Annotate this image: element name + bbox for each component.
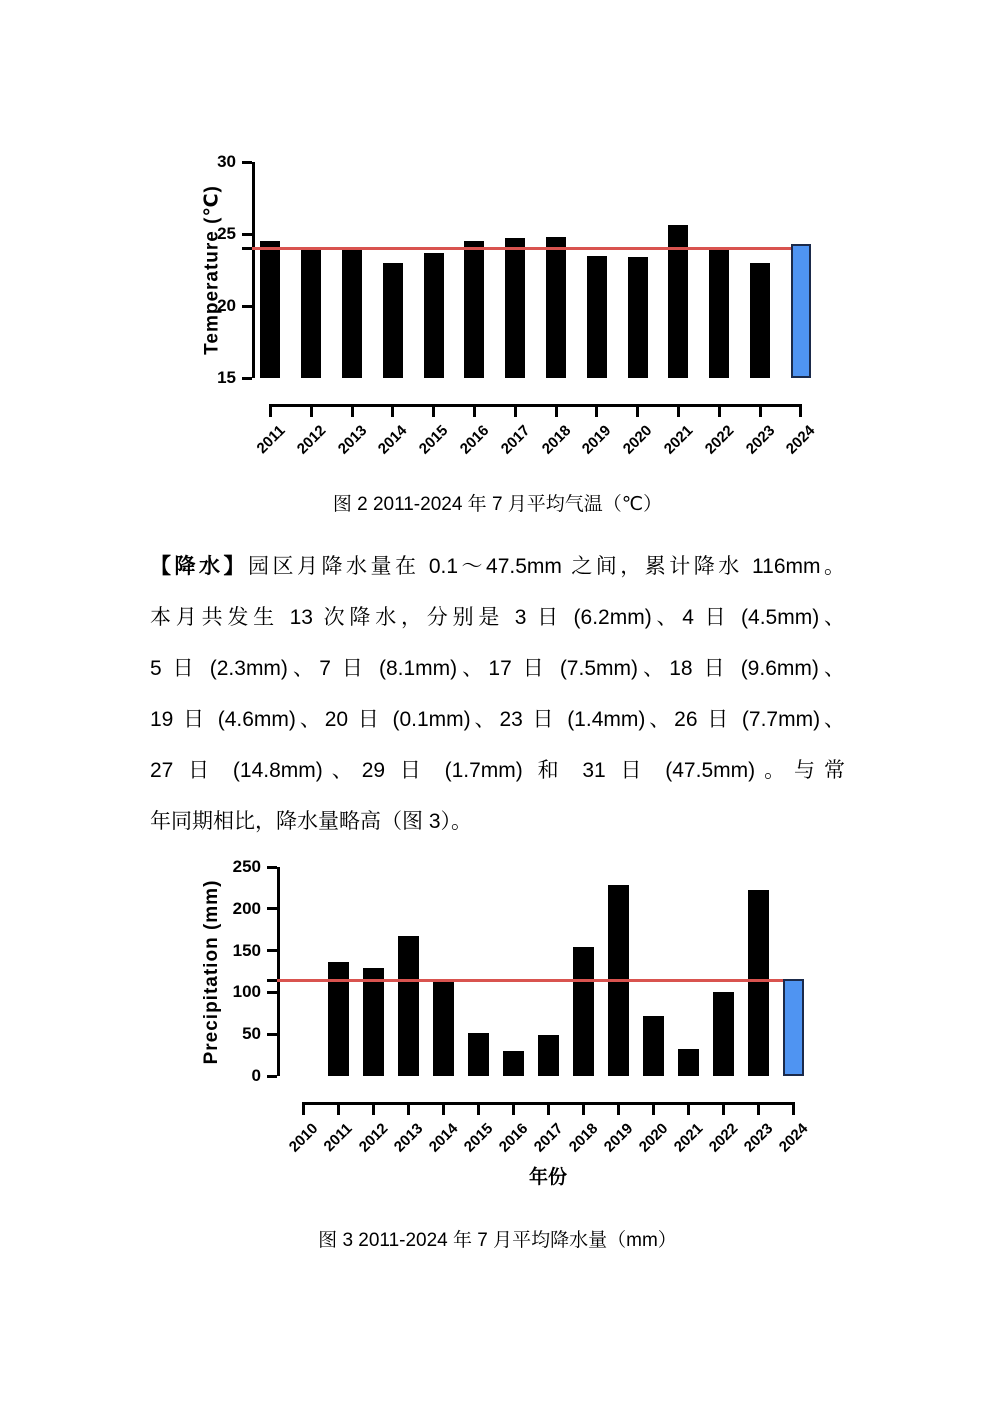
- x-tick: [477, 1102, 480, 1115]
- paragraph-line-3: 5 日 (2.3mm)、7 日 (8.1mm)、17 日 (7.5mm)、18 日 (9.6mm)、: [150, 657, 845, 680]
- bar-2015: [468, 1033, 489, 1076]
- y-tick: [267, 991, 277, 994]
- bar-2016: [503, 1051, 524, 1076]
- y-axis-label-text: Temperature (℃): [201, 185, 223, 355]
- y-tick: [267, 866, 277, 869]
- x-axis-title: 年份: [528, 1167, 567, 1188]
- x-tick: [617, 1102, 620, 1115]
- x-tick: [407, 1102, 410, 1115]
- x-tick: [512, 1102, 515, 1115]
- x-tick: [310, 404, 313, 417]
- bar-2017: [505, 238, 525, 378]
- bar-2023: [748, 890, 769, 1076]
- x-tick: [792, 1102, 795, 1115]
- y-tick: [267, 1075, 277, 1078]
- x-tick-label-text: 2024: [783, 422, 819, 458]
- bar-2017: [538, 1035, 559, 1076]
- y-tick: [267, 907, 277, 910]
- y-tick-label: 30: [217, 152, 236, 171]
- y-axis-line: [252, 162, 255, 378]
- figure-2-caption: 图 2 2011-2024 年 7 月平均气温（℃）: [332, 494, 663, 515]
- paragraph-line-5: 27 日 (14.8mm)、29 日 (1.7mm) 和 31 日 (47.5mm)。与常: [150, 759, 845, 782]
- figure-3-precipitation-chart: [170, 847, 870, 1202]
- figure-2-temperature-chart: [170, 130, 870, 475]
- bar-2024: [783, 979, 804, 1076]
- x-tick-label-text: 2012: [293, 422, 330, 458]
- y-axis-line: [277, 867, 280, 1076]
- x-tick-label-text: 2014: [375, 422, 411, 458]
- x-tick-label-text: 2023: [742, 422, 779, 458]
- x-tick-label-text: 2013: [390, 1120, 427, 1156]
- y-tick-label: 15: [217, 368, 236, 387]
- x-tick-label-text: 2016: [456, 422, 493, 458]
- reference-line: [277, 979, 802, 982]
- x-tick-label-text: 2024: [775, 1120, 812, 1156]
- x-tick-label-text: 2021: [660, 422, 697, 458]
- bar-2014: [383, 263, 403, 378]
- x-tick: [514, 404, 517, 417]
- x-tick-label-text: 2014: [425, 1120, 462, 1156]
- x-tick: [302, 1102, 305, 1115]
- bar-2016: [464, 241, 484, 378]
- x-tick: [757, 1102, 760, 1115]
- y-tick-label: 0: [251, 1066, 261, 1085]
- bar-2022: [713, 992, 734, 1076]
- x-tick: [582, 1102, 585, 1115]
- y-tick-reference: [242, 247, 252, 250]
- x-tick: [759, 404, 762, 417]
- x-tick: [337, 1102, 340, 1115]
- bar-2014: [433, 981, 454, 1076]
- y-tick-reference: [267, 979, 277, 982]
- bar-2012: [363, 968, 384, 1076]
- bar-2015: [424, 253, 444, 378]
- x-tick-label-text: 2020: [635, 1120, 672, 1156]
- x-tick: [799, 404, 802, 417]
- paragraph-line-1-text: 园区月降水量在 0.1～47.5mm 之间，累计降水 116mm。: [248, 555, 845, 578]
- bar-2024: [791, 244, 811, 378]
- y-axis-label-text: Precipitation (mm): [201, 879, 222, 1064]
- y-tick: [267, 1033, 277, 1036]
- bar-2018: [546, 237, 566, 378]
- x-tick-label-text: 2017: [497, 422, 534, 458]
- y-tick-label: 25: [217, 224, 236, 243]
- bar-2021: [678, 1049, 699, 1076]
- y-tick: [267, 949, 277, 952]
- y-tick-label: 100: [232, 982, 261, 1002]
- x-tick-label-text: 2017: [530, 1120, 567, 1156]
- x-tick-label-text: 2016: [495, 1120, 532, 1156]
- bar-2011: [260, 241, 280, 378]
- x-tick-label-text: 2011: [253, 422, 289, 458]
- x-tick: [432, 404, 435, 417]
- y-tick: [242, 161, 252, 164]
- bar-2023: [750, 263, 770, 378]
- bar-2019: [587, 256, 607, 378]
- y-tick: [242, 233, 252, 236]
- paragraph-line-6: 年同期相比，降水量略高（图 3）。: [150, 810, 473, 833]
- x-tick: [372, 1102, 375, 1115]
- bar-2020: [628, 257, 648, 378]
- x-tick-label-text: 2011: [320, 1120, 357, 1156]
- reference-line: [252, 247, 810, 250]
- y-tick: [242, 305, 252, 308]
- x-tick-label-text: 2015: [460, 1120, 497, 1156]
- x-tick-label-text: 2020: [619, 422, 656, 458]
- x-tick: [547, 1102, 550, 1115]
- x-tick: [652, 1102, 655, 1115]
- x-tick: [722, 1102, 725, 1115]
- x-tick-label-text: 2013: [334, 422, 371, 458]
- y-tick-label: 200: [232, 898, 261, 918]
- x-tick: [351, 404, 354, 417]
- bar-2013: [398, 936, 419, 1076]
- x-tick-label-text: 2018: [565, 1120, 602, 1156]
- x-tick-label-text: 2022: [705, 1120, 742, 1156]
- x-tick: [555, 404, 558, 417]
- paragraph-line-4: 19 日 (4.6mm)、20 日 (0.1mm)、23 日 (1.4mm)、26 日 (7.7mm)、: [150, 708, 845, 731]
- x-tick-label-text: 2019: [600, 1120, 637, 1156]
- x-tick-label-text: 2023: [740, 1120, 777, 1156]
- x-tick-label-text: 2018: [538, 422, 575, 458]
- paragraph-line-2: 本月共发生 13 次降水，分别是 3 日 (6.2mm)、4 日 (4.5mm)、: [150, 606, 845, 629]
- x-tick-label-text: 2021: [670, 1120, 707, 1156]
- y-tick-label: 20: [217, 296, 236, 315]
- bar-2012: [301, 250, 321, 378]
- x-tick: [595, 404, 598, 417]
- x-tick-label-text: 2022: [701, 422, 738, 458]
- figure-3-caption: 图 3 2011-2024 年 7 月平均降水量（mm）: [318, 1230, 677, 1251]
- y-tick-label: 150: [232, 940, 261, 960]
- x-tick-label-text: 2012: [355, 1120, 392, 1156]
- bar-2013: [342, 247, 362, 378]
- x-tick: [473, 404, 476, 417]
- precipitation-paragraph: [150, 541, 845, 847]
- y-tick: [242, 377, 252, 380]
- paragraph-line-1: [150, 541, 845, 592]
- bar-2020: [643, 1016, 664, 1076]
- paragraph-section-label: 【降水】: [150, 555, 248, 578]
- bar-2022: [709, 248, 729, 378]
- x-tick: [677, 404, 680, 417]
- x-tick: [391, 404, 394, 417]
- x-tick: [687, 1102, 690, 1115]
- x-tick-label-text: 2019: [579, 422, 615, 458]
- y-tick-label: 50: [242, 1024, 261, 1044]
- x-tick-label-text: 2015: [415, 422, 452, 458]
- x-tick: [442, 1102, 445, 1115]
- x-tick: [269, 404, 272, 417]
- x-tick-label-text: 2010: [285, 1120, 322, 1156]
- x-tick: [718, 404, 721, 417]
- y-tick-label: 250: [232, 857, 261, 876]
- bar-2018: [573, 947, 594, 1076]
- x-tick: [636, 404, 639, 417]
